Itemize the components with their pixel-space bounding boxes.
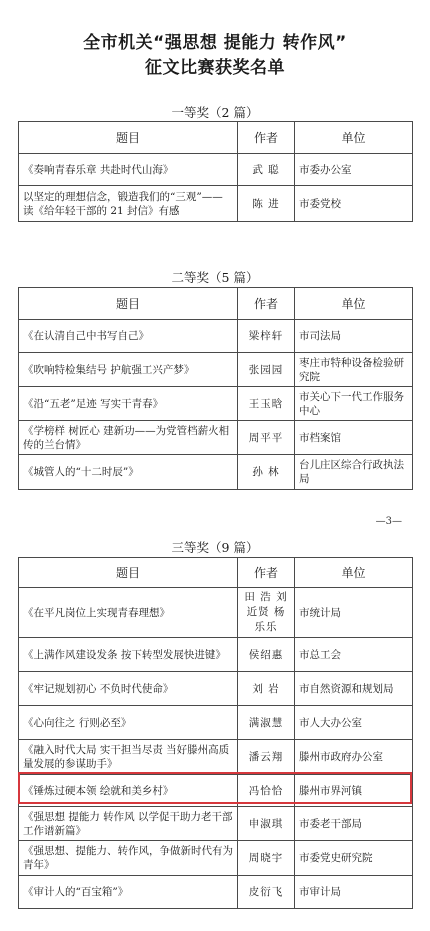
- title-line-2: 征文比赛获奖名单: [145, 58, 285, 78]
- header-author: 作者: [238, 288, 295, 320]
- unit-cell: 市委办公室: [295, 154, 413, 186]
- topic-cell: 《在平凡岗位上实现青春理想》: [19, 588, 238, 638]
- header-unit: 单位: [295, 122, 413, 154]
- header-author: 作者: [238, 122, 295, 154]
- table-row: [19, 706, 413, 740]
- table-row: [19, 740, 413, 775]
- table-row: [19, 421, 413, 455]
- topic-cell: 《上满作风建设发条 按下转型发展快进键》: [19, 638, 238, 672]
- table-row: [19, 588, 413, 638]
- section-third-prize-heading: 三等奖（9 篇）: [171, 540, 259, 555]
- header-topic: 题目: [19, 558, 238, 588]
- unit-cell: 枣庄市特种设备检验研究院: [295, 353, 413, 387]
- author-cell: 潘云翔: [238, 740, 295, 775]
- topic-cell: 《学榜样 树匠心 建新功——为党管档薪火相传的兰台情》: [19, 421, 238, 455]
- author-cell: 刘 岩: [238, 672, 295, 706]
- section-second-prize-heading: 二等奖（5 篇）: [171, 270, 259, 285]
- author-cell: 田 浩 刘近贤 杨乐乐: [238, 588, 295, 638]
- table-row: [19, 353, 413, 387]
- first-prize-table: [18, 121, 413, 222]
- unit-cell: 市总工会: [295, 638, 413, 672]
- unit-cell: 滕州市政府办公室: [295, 740, 413, 775]
- unit-cell: 市委老干部局: [295, 807, 413, 841]
- table-header-row: [19, 558, 413, 588]
- author-cell: 满淑慧: [238, 706, 295, 740]
- table-row: [19, 638, 413, 672]
- section-first-prize-heading: 一等奖（2 篇）: [171, 105, 259, 120]
- header-author: 作者: [238, 558, 295, 588]
- author-cell: 侯绍惠: [238, 638, 295, 672]
- topic-cell: 《强思想 提能力 转作风 以学促干助力老干部工作谱新篇》: [19, 807, 238, 841]
- topic-cell: 《在认清自己中书写自己》: [19, 320, 238, 353]
- topic-cell: 《心向往之 行则必至》: [19, 706, 238, 740]
- header-topic: 题目: [19, 288, 238, 320]
- topic-cell: 《强思想、提能力、转作风，争做新时代有为青年》: [19, 841, 238, 876]
- table-header-row: [19, 122, 413, 154]
- author-cell: 梁梓轩: [238, 320, 295, 353]
- author-cell: 周平平: [238, 421, 295, 455]
- unit-cell: 市委党校: [295, 186, 413, 222]
- table-row: [19, 387, 413, 421]
- author-cell: 申淑琪: [238, 807, 295, 841]
- topic-cell: 《融入时代大局 实干担当尽责 当好滕州高质量发展的参谋助手》: [19, 740, 238, 775]
- unit-cell: 市关心下一代工作服务中心: [295, 387, 413, 421]
- table-row: [19, 672, 413, 706]
- author-cell: 冯恰恰: [238, 775, 295, 807]
- author-cell: 陈 进: [238, 186, 295, 222]
- third-prize-table: [18, 557, 413, 909]
- unit-cell: 市统计局: [295, 588, 413, 638]
- author-cell: 王玉晗: [238, 387, 295, 421]
- unit-cell: 市档案馆: [295, 421, 413, 455]
- topic-cell: 《沿“五老”足迹 写实干青春》: [19, 387, 238, 421]
- unit-cell: 市人大办公室: [295, 706, 413, 740]
- table-row: [19, 154, 413, 186]
- table-row: [19, 186, 413, 222]
- topic-cell: 《审计人的“百宝箱”》: [19, 876, 238, 909]
- header-unit: 单位: [295, 558, 413, 588]
- author-cell: 周晓宇: [238, 841, 295, 876]
- author-cell: 武 聪: [238, 154, 295, 186]
- unit-cell: 滕州市界河镇: [295, 775, 413, 807]
- unit-cell: 台儿庄区综合行政执法局: [295, 455, 413, 490]
- table-header-row: [19, 288, 413, 320]
- title-line-1: 全市机关“强思想 提能力 转作风”: [83, 33, 347, 53]
- unit-cell: 市委党史研究院: [295, 841, 413, 876]
- author-cell: 孙 林: [238, 455, 295, 490]
- table-row: [19, 841, 413, 876]
- topic-cell: 《牢记规划初心 不负时代使命》: [19, 672, 238, 706]
- table-row-highlighted: [19, 775, 413, 807]
- topic-cell: 《城管人的“十二时辰”》: [19, 455, 238, 490]
- second-prize-table: [18, 287, 413, 490]
- topic-cell: 《吹响特检集结号 护航强工兴产梦》: [19, 353, 238, 387]
- page-number: —3—: [375, 516, 402, 527]
- unit-cell: 市审计局: [295, 876, 413, 909]
- header-unit: 单位: [295, 288, 413, 320]
- table-row: [19, 455, 413, 490]
- header-topic: 题目: [19, 122, 238, 154]
- unit-cell: 市司法局: [295, 320, 413, 353]
- author-cell: 皮衍飞: [238, 876, 295, 909]
- table-row: [19, 320, 413, 353]
- unit-cell: 市自然资源和规划局: [295, 672, 413, 706]
- topic-cell: 《锤炼过硬本领 绘就和美乡村》: [19, 775, 238, 807]
- author-cell: 张园园: [238, 353, 295, 387]
- table-row: [19, 876, 413, 909]
- topic-cell: 以坚定的理想信念，锻造我们的“三观”——读《给年轻干部的 21 封信》有感: [19, 186, 238, 222]
- topic-cell: 《奏响青春乐章 共赴时代山海》: [19, 154, 238, 186]
- table-row: [19, 807, 413, 841]
